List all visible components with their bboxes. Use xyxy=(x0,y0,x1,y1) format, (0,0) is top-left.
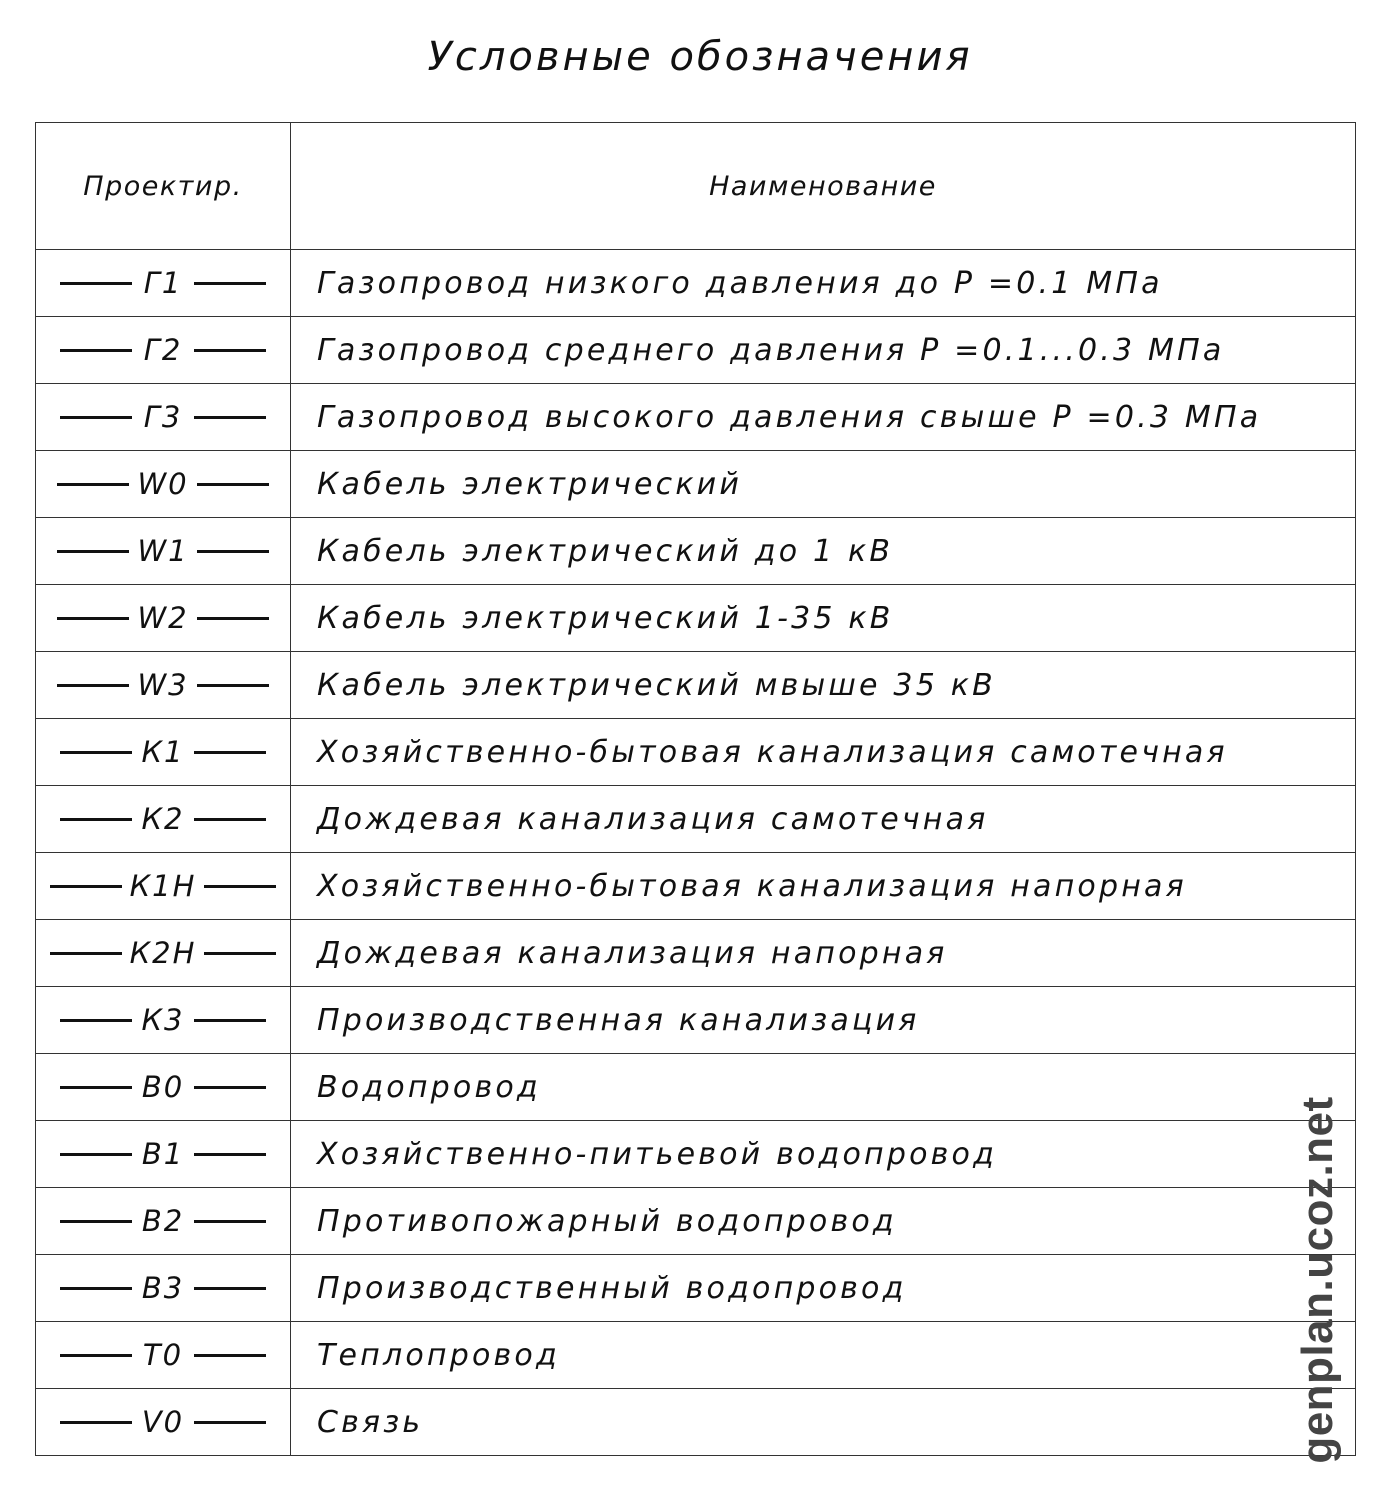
line-symbol xyxy=(36,1054,291,1121)
line-symbol xyxy=(36,384,291,451)
header-code: Проектир. xyxy=(36,123,291,250)
line-name: Газопровод низкого давления до P =0.1 МПа xyxy=(291,250,1356,317)
line-dash-icon xyxy=(197,483,269,486)
line-dash-icon xyxy=(60,1354,132,1357)
line-name: Газопровод высокого давления свыше P =0.3 МПа xyxy=(291,384,1356,451)
line-code: В1 xyxy=(141,1137,185,1171)
line-dash-icon xyxy=(194,818,266,821)
line-symbol xyxy=(36,250,291,317)
line-name: Связь xyxy=(291,1389,1356,1456)
line-symbol xyxy=(36,451,291,518)
line-name: Водопровод xyxy=(291,1054,1356,1121)
line-symbol xyxy=(36,1389,291,1456)
line-symbol xyxy=(36,518,291,585)
line-name: Газопровод среднего давления P =0.1...0.3 МПа xyxy=(291,317,1356,384)
line-name: Дождевая канализация напорная xyxy=(291,920,1356,987)
table-row xyxy=(36,1188,1356,1255)
line-dash-icon xyxy=(197,684,269,687)
legend-table xyxy=(35,122,1356,1456)
line-symbol xyxy=(36,987,291,1054)
table-row xyxy=(36,1054,1356,1121)
line-name: Кабель электрический мвыше 35 кВ xyxy=(291,652,1356,719)
line-dash-icon xyxy=(194,751,266,754)
line-symbol xyxy=(36,786,291,853)
line-name: Кабель электрический 1-35 кВ xyxy=(291,585,1356,652)
table-row xyxy=(36,652,1356,719)
line-name: Противопожарный водопровод xyxy=(291,1188,1356,1255)
table-row xyxy=(36,585,1356,652)
line-dash-icon xyxy=(194,349,266,352)
line-dash-icon xyxy=(60,1287,132,1290)
line-dash-icon xyxy=(60,751,132,754)
table-row xyxy=(36,451,1356,518)
line-dash-icon xyxy=(60,282,132,285)
line-code: К1Н xyxy=(129,869,197,903)
header-name: Наименование xyxy=(291,123,1356,250)
line-dash-icon xyxy=(204,885,276,888)
line-dash-icon xyxy=(60,1086,132,1089)
line-symbol xyxy=(36,1188,291,1255)
table-row xyxy=(36,518,1356,585)
line-dash-icon xyxy=(194,1354,266,1357)
line-code: В3 xyxy=(141,1271,185,1305)
page-title: Условные обозначения xyxy=(427,34,973,80)
table-row xyxy=(36,1389,1356,1456)
table-row xyxy=(36,384,1356,451)
line-symbol xyxy=(36,920,291,987)
line-dash-icon xyxy=(60,818,132,821)
watermark: genplan.ucoz.net xyxy=(1293,1096,1342,1464)
table-row xyxy=(36,317,1356,384)
line-dash-icon xyxy=(57,617,129,620)
line-name: Дождевая канализация самотечная xyxy=(291,786,1356,853)
line-name: Хозяйственно-бытовая канализация самотечная xyxy=(291,719,1356,786)
line-dash-icon xyxy=(50,885,122,888)
line-dash-icon xyxy=(197,550,269,553)
line-symbol xyxy=(36,719,291,786)
line-dash-icon xyxy=(57,684,129,687)
line-dash-icon xyxy=(60,416,132,419)
line-dash-icon xyxy=(60,1153,132,1156)
line-code: Т0 xyxy=(142,1338,184,1372)
line-code: К2Н xyxy=(129,936,197,970)
line-code: W3 xyxy=(137,668,189,702)
line-dash-icon xyxy=(60,1421,132,1424)
table-row xyxy=(36,853,1356,920)
line-dash-icon xyxy=(50,952,122,955)
table-row xyxy=(36,920,1356,987)
line-dash-icon xyxy=(57,550,129,553)
table-row xyxy=(36,1121,1356,1188)
line-symbol xyxy=(36,853,291,920)
line-name: Хозяйственно-бытовая канализация напорная xyxy=(291,853,1356,920)
line-name: Производственный водопровод xyxy=(291,1255,1356,1322)
line-symbol xyxy=(36,1255,291,1322)
line-code: Г3 xyxy=(143,400,183,434)
line-name: Кабель электрический xyxy=(291,451,1356,518)
line-dash-icon xyxy=(194,1153,266,1156)
line-dash-icon xyxy=(194,1220,266,1223)
line-dash-icon xyxy=(197,617,269,620)
line-code: К3 xyxy=(141,1003,185,1037)
line-dash-icon xyxy=(57,483,129,486)
line-name: Теплопровод xyxy=(291,1322,1356,1389)
table-row xyxy=(36,1255,1356,1322)
line-code: В2 xyxy=(141,1204,185,1238)
line-name: Производственная канализация xyxy=(291,987,1356,1054)
line-code: К1 xyxy=(141,735,185,769)
line-code: W2 xyxy=(137,601,189,635)
line-code: Г1 xyxy=(143,266,183,300)
line-symbol xyxy=(36,317,291,384)
line-symbol xyxy=(36,1121,291,1188)
line-symbol xyxy=(36,1322,291,1389)
table-row xyxy=(36,719,1356,786)
line-symbol xyxy=(36,585,291,652)
line-name: Хозяйственно-питьевой водопровод xyxy=(291,1121,1356,1188)
line-code: К2 xyxy=(141,802,185,836)
line-symbol xyxy=(36,652,291,719)
table-row xyxy=(36,250,1356,317)
line-dash-icon xyxy=(60,1220,132,1223)
header-row xyxy=(36,123,1356,250)
line-code: V0 xyxy=(141,1405,185,1439)
line-dash-icon xyxy=(60,349,132,352)
line-dash-icon xyxy=(194,1086,266,1089)
line-code: W1 xyxy=(137,534,189,568)
line-dash-icon xyxy=(194,1287,266,1290)
line-dash-icon xyxy=(60,1019,132,1022)
line-name: Кабель электрический до 1 кВ xyxy=(291,518,1356,585)
line-dash-icon xyxy=(194,1421,266,1424)
table-row xyxy=(36,1322,1356,1389)
line-dash-icon xyxy=(194,1019,266,1022)
line-dash-icon xyxy=(204,952,276,955)
table-row xyxy=(36,987,1356,1054)
line-code: W0 xyxy=(137,467,189,501)
line-dash-icon xyxy=(194,416,266,419)
line-code: Г2 xyxy=(143,333,183,367)
line-dash-icon xyxy=(194,282,266,285)
table-row xyxy=(36,786,1356,853)
line-code: В0 xyxy=(141,1070,185,1104)
